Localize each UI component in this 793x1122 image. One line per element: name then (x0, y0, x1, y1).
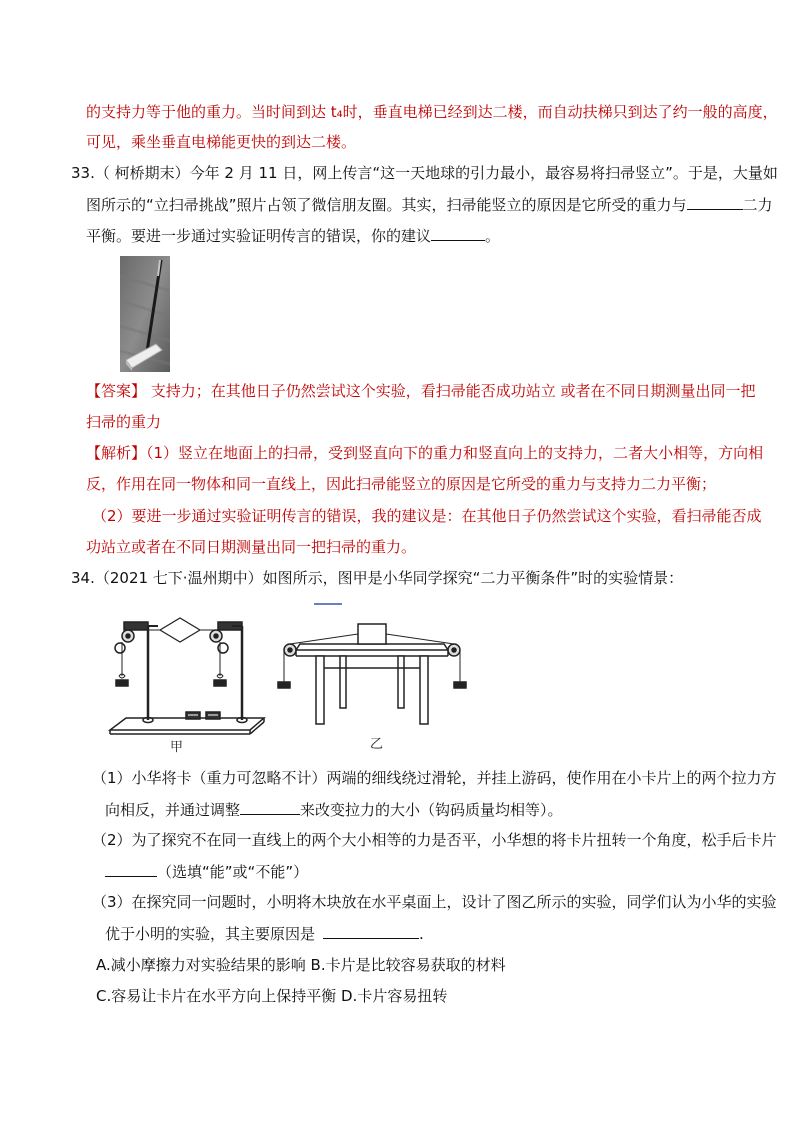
question-34-line: 34.（2021 七下·温州期中）如图所示，图甲是小华同学探究“二力平衡条件”时的实验情景： (71, 569, 684, 587)
question-text: 平衡。要进一步通过实验证明传言的错误，你的建议 (86, 227, 432, 245)
answer-text: 支持力；在其他日子仍然尝试这个实验，看扫帚能否成功站立 或者在不同日期测量出同一把 (146, 382, 756, 400)
question-text: 向相反，并通过调整 (105, 801, 241, 819)
subquestion-1-line: （1）小华将卡（重力可忽略不计）两端的细线绕过滑轮，并挂上游码，使作用在小卡片上的两个拉力方 (92, 769, 777, 787)
analysis-line: 功站立或者在不同日期测量出同一把扫帚的重力。 (86, 538, 417, 556)
analysis-line: 反，作用在同一物体和同一直线上，因此扫帚能竖立的原因是它所受的重力与支持力二力平衡； (86, 475, 717, 493)
question-text: （选填“能”或“不能”） (157, 863, 309, 881)
subquestion-2-line: （2）为了探究不在同一直线上的两个大小相等的力是否平，小华想的将卡片扭转一个角度，松手后卡片 (92, 831, 777, 849)
analysis-line (86, 443, 763, 463)
answer-line: 扫帚的重力 (86, 413, 162, 431)
figure-jia-apparatus (110, 618, 264, 734)
option-line: A.减小摩擦力对实验结果的影响 B.卡片是比较容易获取的材料 (96, 956, 506, 974)
answer-blank[interactable] (431, 225, 485, 241)
subquestion-1-line (105, 799, 563, 820)
figure-label-jia: 甲 (170, 740, 184, 755)
question-text: 图所示的“立扫帚挑战”照片占领了微信朋友圈。其实，扫帚能竖立的原因是它所受的重力与 (86, 196, 687, 214)
answer-blank[interactable] (323, 923, 419, 939)
option-line: C.容易让卡片在水平方向上保持平衡 D.卡片容易扭转 (96, 987, 448, 1005)
answer-blank[interactable] (240, 799, 300, 815)
subquestion-3-line: （3）在探究同一问题时，小明将木块放在水平桌面上，设计了图乙所示的实验，同学们认为小华的实验 (92, 893, 777, 911)
question-text: . (419, 925, 424, 943)
question-text: 优于小明的实验，其主要原因是 (105, 925, 316, 943)
question-33-line: 33.（ 柯桥期末）今年 2 月 11 日，网上传言“这一天地球的引力最小，最容易将扫帚竖立”。于是，大量如 (71, 164, 778, 182)
question-text: 。 (485, 227, 501, 245)
question-text: 来改变拉力的大小（钩码质量均相等）。 (300, 801, 563, 819)
analysis-label: 【解析】 (86, 444, 147, 462)
question-33-line (86, 225, 500, 246)
subquestion-2-line (105, 861, 308, 882)
explanation-line: 可见，乘坐垂直电梯能更快的到达二楼。 (86, 133, 357, 151)
broom-photo (120, 256, 170, 372)
answer-label: 【答案】 (86, 382, 147, 400)
analysis-text: （1）竖立在地面上的扫帚，受到竖直向下的重力和竖直向上的支持力，二者大小相等，方向相 (146, 444, 764, 462)
answer-blank[interactable] (687, 194, 743, 210)
figure-label-yi: 乙 (370, 737, 384, 752)
answer-blank[interactable] (105, 861, 157, 877)
explanation-line: 的支持力等于他的重力。当时间到达 t₄时，垂直电梯已经到达二楼，而自动扶梯只到达了约一般的高度， (86, 103, 778, 121)
experiment-figures (108, 596, 488, 756)
analysis-line: （2）要进一步通过实验证明传言的错误，我的建议是：在其他日子仍然尝试这个实验，看扫帚能否成 (92, 507, 762, 525)
question-text: 二力 (742, 196, 773, 214)
question-33-line (86, 194, 773, 215)
figure-yi-apparatus (278, 624, 466, 724)
answer-line (86, 381, 756, 401)
subquestion-3-line (105, 923, 424, 944)
